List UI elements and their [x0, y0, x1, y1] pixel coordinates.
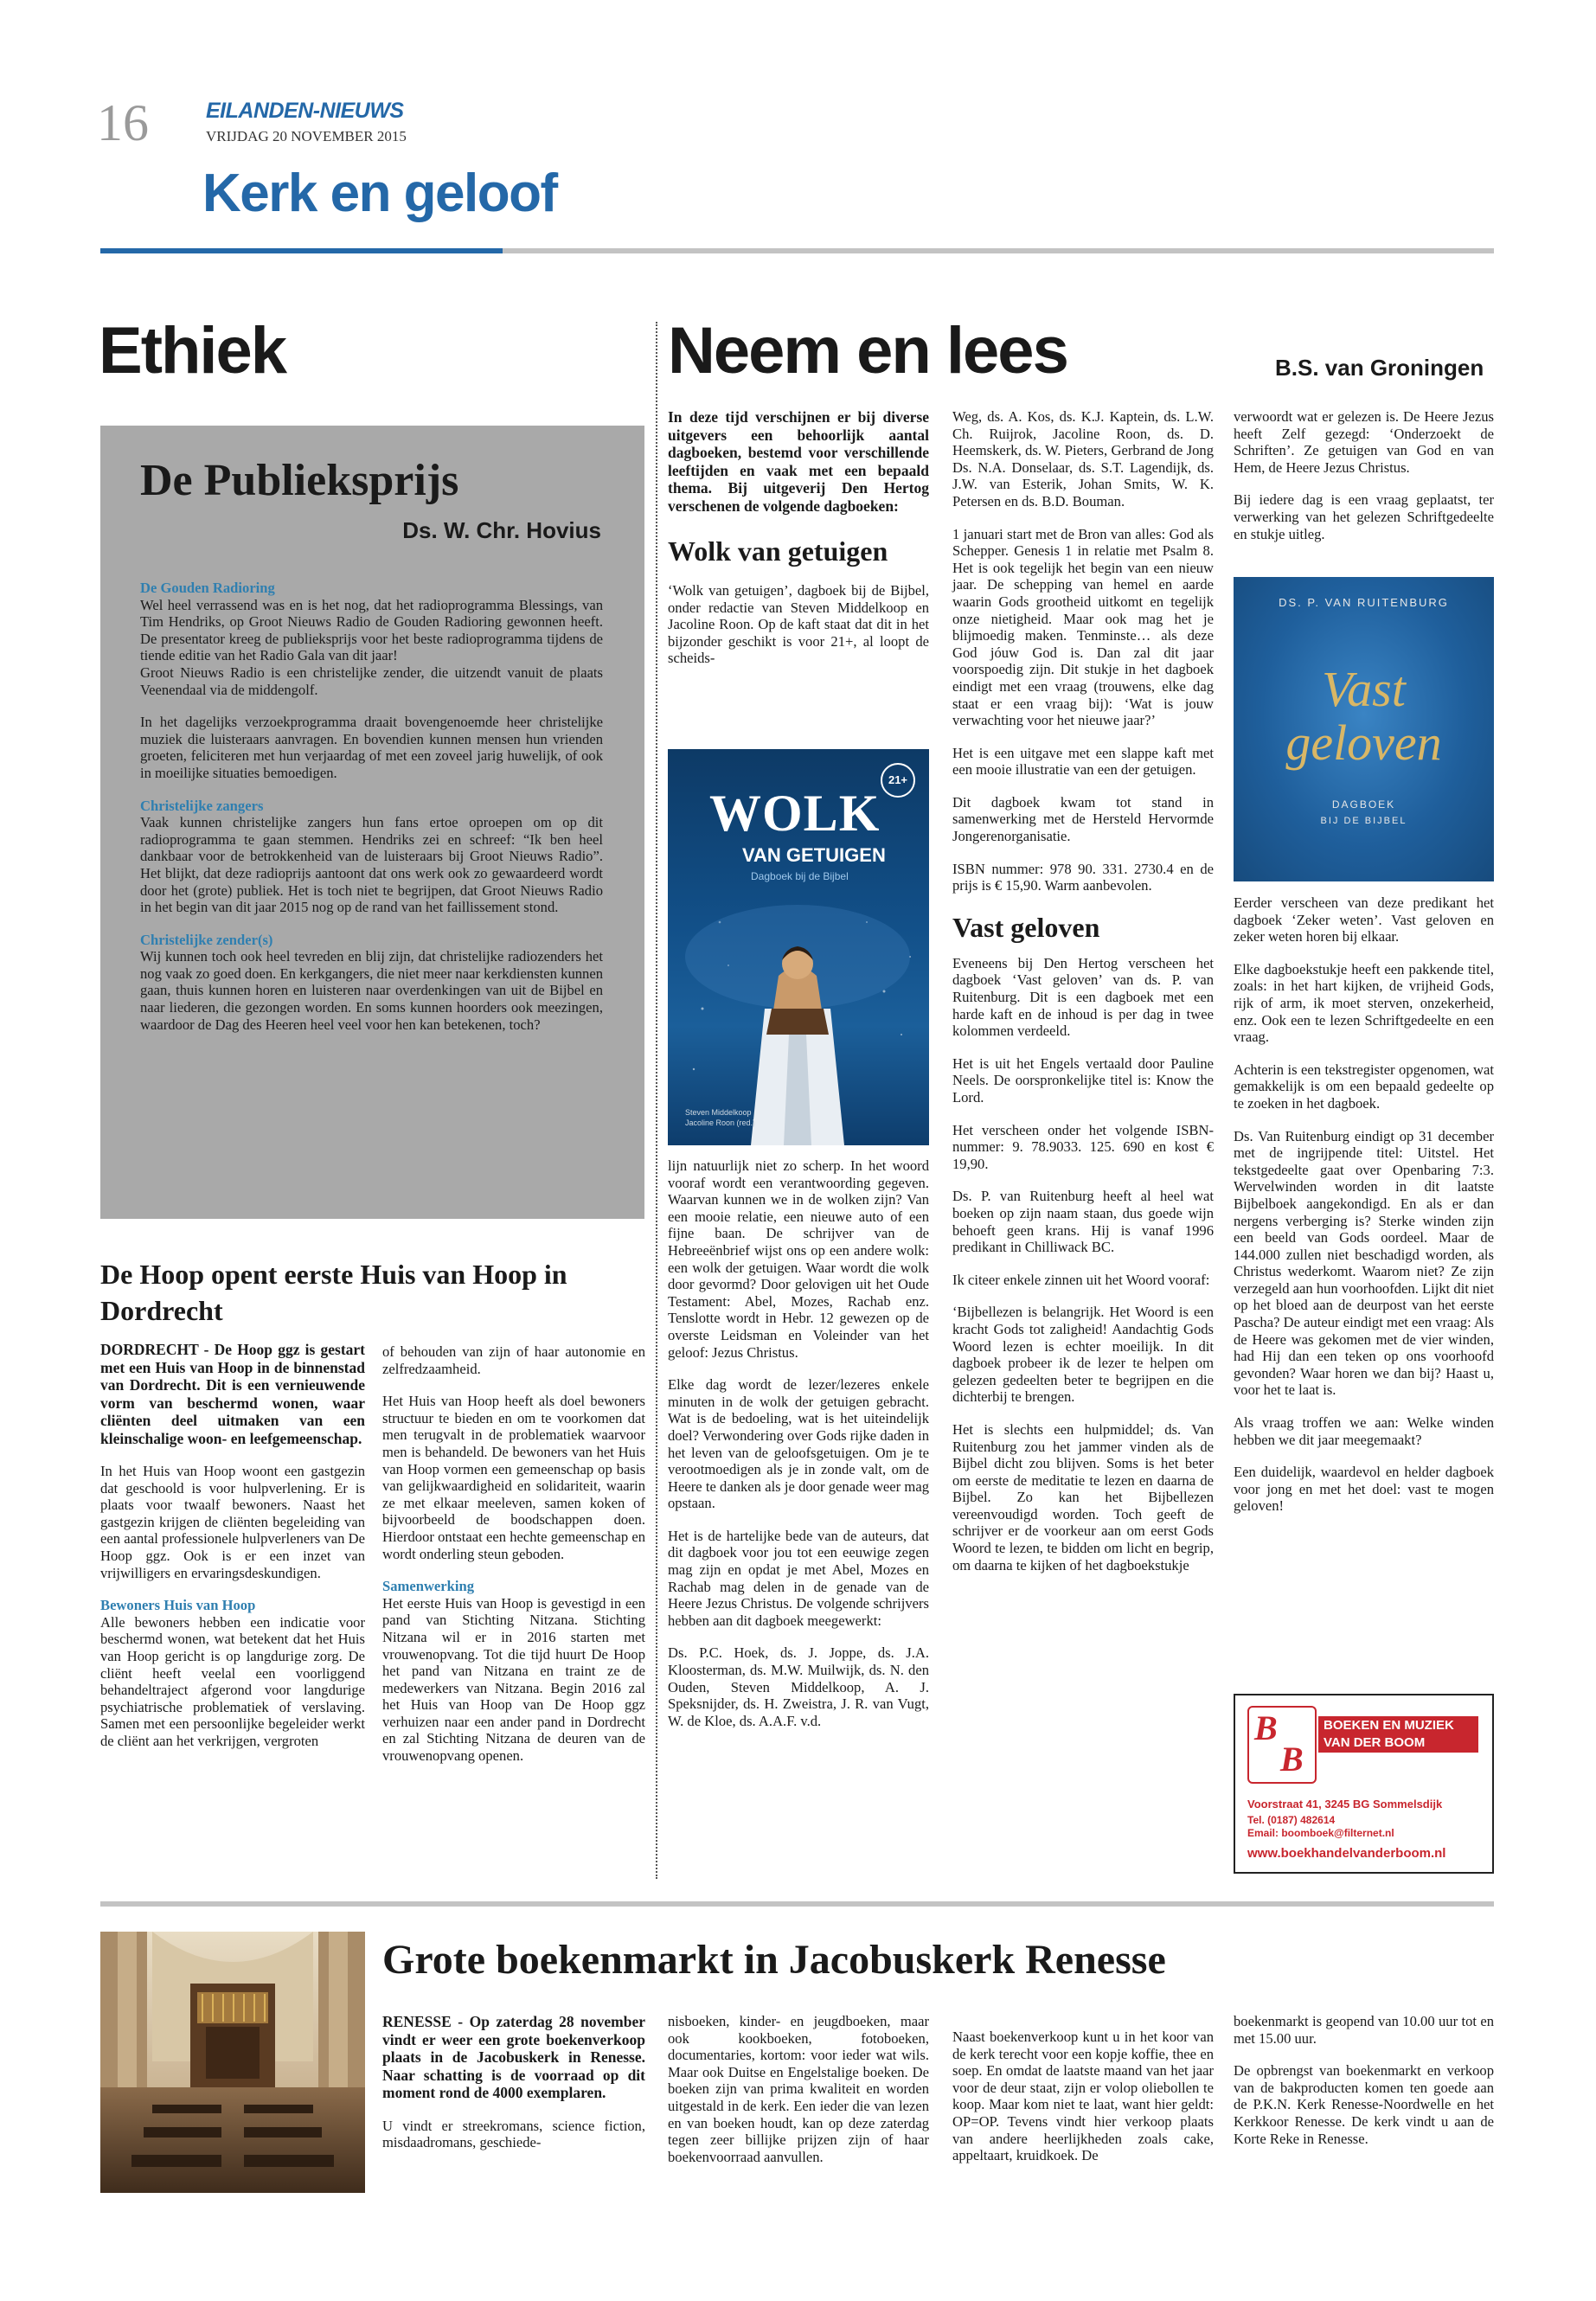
cover-badge: 21+	[881, 763, 915, 798]
paragraph: boekenmarkt is geopend van 10.00 uur tot en met 15.00 uur.	[1234, 2013, 1494, 2047]
subhead: De Gouden Radioring	[140, 580, 275, 596]
paragraph: Het is een uitgave met een slappe kaft met een mooie illustratie van een der getuigen.	[952, 744, 1214, 779]
section-title: Kerk en geloof	[202, 163, 557, 223]
neem-col3-top	[1234, 408, 1494, 558]
hoop-title: De Hoop opent eerste Huis van Hoop in Dordrecht	[100, 1259, 567, 1326]
paragraph: Het is de hartelijke bede van de auteurs, dat dit dagboek voor jou tot een eeuwige zegen mag zijn en opdat je met Abel, Mozes en Rachab mag delen in de genade van de Heere Jezus Christus. De volgende schrijvers hebben aan dit dagboek meegewerkt:	[668, 1527, 929, 1629]
publieksprijs-box	[100, 426, 644, 1219]
advertisement	[1234, 1694, 1494, 1874]
paragraph: lijn natuurlijk niet zo scherp. In het woord vooraf wordt een verantwoording gegeven. Waarvan kunnen we in de wolken zijn? Van een mooie relatie, een nieuwe auto of een fijne baan. De schrijver van de Hebreeënbrief wijst ons op een andere wolk: een wolk der getuigen. Waar wordt die wolk door gevormd? Door gelovigen uit het Oude Testament: Abel, Mozes, Rachab enz. Tenslotte wordt in Hebr. 12 gewezen op de overste Leidsman en Voleinder van het geloof: Jezus Christus.	[668, 1157, 929, 1361]
lead-paragraph: DORDRECHT - De Hoop ggz is gestart met een Huis van Hoop in de binnenstad van Dordrecht. Dit is een vernieuwende vorm van beschermd wonen, waar cliënten deel uitmaken van een kleinschalige woon- en leefgemeenschap.	[100, 1341, 365, 1447]
ad-name-bar	[1318, 1716, 1478, 1753]
box-title: De Publieksprijs	[140, 456, 459, 505]
paragraph: Het verscheen onder het volgende ISBN-nummer: 9. 78.9033. 125. 690 en kost € 19,90.	[952, 1121, 1214, 1172]
paragraph: Ds. P. van Ruitenburg heeft al heel wat boeken op zijn naam staan, dus goede wijn behoeft geen krans. Hij is vanaf 1996 predikant in Chilliwack BC.	[952, 1188, 1214, 1256]
paragraph: Het is slechts een hulpmiddel; ds. Van Ruitenburg zou het jammer vinden als de Bijbel dicht zou blijven. Soms is het beter om eerste de meditatie te lezen en daarna de Bijbel. Zo kan het Bijbellezen vereenvoudigd worden. Toch geeft de schrijver er de voorkeur aan om eerst Gods Woord te lezen, te bidden om licht en begrip, om daarna te kijken of het dagboekstukje	[952, 1420, 1214, 1574]
neem-col2	[952, 408, 1214, 1589]
cover-title-2: VAN GETUIGEN	[742, 844, 886, 866]
paragraph: Wel heel verrassend was en is het nog, dat het radioprogramma Blessings, van Tim Hendriks, op Groot Nieuws Radio de Gouden Radioring gewonnen heeft. De presentator kreeg de publieksprijs voor het beste radioprogramma tijdens de tiende editie van het Radio Gala van dit jaar!	[140, 596, 603, 664]
paragraph: Elke dagboekstukje heeft een pakkende titel, zoals: in het hart kijken, de vrijheid Gods, rijk of arm, ik moet sterven, onzekerheid, enz. Ook een te lezen Schriftgedeelte en een vraag.	[1234, 960, 1494, 1046]
ad-logo	[1247, 1706, 1317, 1784]
subhead: Bewoners Huis van Hoop	[100, 1597, 256, 1614]
neem-col1-bottom	[668, 1157, 929, 1745]
paragraph: Wij kunnen toch ook heel tevreden en blij zijn, dat christelijke radiozenders het nog vaak zo goed doen. En kerkgangers, die niet meer naar kerkdiensten kunnen gaan, thuis kunnen horen en luisteren naar overdenkingen van uit de Bijbel en naar liederen, die gezongen worden. En soms kunnen hoorders ook meezingen, waardoor de Dag des Heeren heel veel voor hen kan betekenen, toch?	[140, 948, 603, 1033]
bottom-section-rule	[100, 1901, 1494, 1907]
subhead: Samenwerking	[382, 1578, 475, 1595]
subhead: Christelijke zangers	[140, 797, 264, 814]
paragraph: In het dagelijks verzoekprogramma draait bovengenoemde heer christelijke muziek die luisteraars aanvragen. En bovendien kunnen mensen hun vrienden groeten, feliciteren met hun verjaardag of met een zoveel jarig huwelijk, of ook in moeilijke situaties bemoedigen.	[140, 714, 603, 781]
paragraph: Eerder verscheen van deze predikant het dagboek ‘Zeker weten’. Vast geloven en zeker weten horen bij elkaar.	[1234, 894, 1494, 945]
ad-address: Voorstraat 41, 3245 BG Sommelsdijk	[1247, 1798, 1443, 1811]
paragraph: of behouden van zijn of haar autonomie en zelfredzaamheid.	[382, 1343, 645, 1377]
hoop-col2	[382, 1343, 645, 1780]
ad-logo-letter-1: B	[1254, 1708, 1278, 1747]
paragraph: Elke dag wordt de lezer/lezeres enkele minuten in de wolk der getuigen gebracht. Wat is de bedoeling, wat is het uiteindelijk doel? Verwondering over Gods rijke daden in het leven van de geloofsgetuigen. Om je te verootmoedigen als je in zonde valt, om de Heere te danken als je door genade weer mag opstaan.	[668, 1376, 929, 1512]
cover-author: DS. P. VAN RUITENBURG	[1279, 596, 1449, 609]
paragraph: Vaak kunnen christelijke zangers hun fans ertoe oproepen om op dit radioprogramma te gaan stemmen. Hendriks zei en schreef: “Ik ben heel dankbaar voor de betrokkenheid van de luisteraars bij Groot Nieuws Radio”. Het blijkt, dat deze radioprijs aantoont dat ons werk ook zo gewaardeerd wordt door het (grote) publiek. Het is toch niet te begrijpen, dat Groot Nieuws Radio in het begin van dit jaar 2015 nog op de rand van het faillissement stond.	[140, 814, 603, 916]
subhead: Christelijke zender(s)	[140, 931, 273, 948]
church-interior-illustration	[100, 1932, 365, 2193]
neem-author: B.S. van Groningen	[1275, 355, 1484, 381]
ad-name-line-1: BOEKEN EN MUZIEK	[1324, 1718, 1454, 1733]
neem-col1-top	[668, 408, 929, 683]
paragraph: Het eerste Huis van Hoop is gevestigd in een pand van Stichting Nitzana. Stichting Nitzana wil er in 2016 starten met vrouwenopvang. Tot die tijd huurt De Hoop het pand van Nitzana en traint ze de medewerkers van Nitzana. Begin 2016 zal het Huis van Hoop van De Hoop ggz verhuizen naar een ander pand in Dordrecht en zal Stichting Nitzana de deuren van de vrouwenopvang openen.	[382, 1594, 645, 1765]
paragraph: Dit dagboek kwam tot stand in samenwerking met de Hersteld Hervormde Jongerenorganisatie.	[952, 793, 1214, 845]
paragraph: In het Huis van Hoop woont een gastgezin dat geschoold is voor hulpverlening. Er is plaats voor twaalf bewoners. Naast het gastgezin krijgen de cliënten begeleiding van een aantal professionele hulpverleners van De Hoop ggz. Ook is er een inzet van vrijwilligers en ervaringsdeskundigen.	[100, 1463, 365, 1581]
box-author: Ds. W. Chr. Hovius	[402, 517, 601, 543]
paragraph: Alle bewoners hebben een indicatie voor beschermd wonen, wat betekent dat het Huis van Hoop gericht is op langdurige zorg. De cliënt heeft veelal een voorliggend behandeltraject afgerond voor langdurige psychiatrische problematiek of verslaving. Samen met een persoonlijke begeleider werkt de cliënt aan het verkrijgen, vergroten	[100, 1613, 365, 1749]
cover-sub-1: DAGBOEK	[1331, 798, 1396, 811]
paragraph: Groot Nieuws Radio is een christelijke zender, die uitzendt vanuit de plaats Veenendaal via de middengolf.	[140, 663, 603, 698]
section-rule-blue	[100, 248, 503, 253]
paragraph: verwoordt wat er gelezen is. De Heere Jezus heeft Zelf gezegd: ‘Onderzoekt de Schriften’. Ze getuigen van God en van Hem, de Heere Jezus Christus.	[1234, 408, 1494, 476]
paragraph: ISBN nummer: 978 90. 331. 2730.4 en de prijs is € 15,90. Warm aanbevolen.	[952, 860, 1214, 894]
paragraph: Bij iedere dag is een vraag geplaatst, ter verwerking van het gelezen Schriftgedeelte en stukje uitleg.	[1234, 491, 1494, 542]
column-divider	[656, 322, 657, 1879]
ad-name-line-2: VAN DER BOOM	[1324, 1735, 1426, 1750]
cover-title-1: WOLK	[709, 785, 881, 842]
hoop-col1	[100, 1341, 365, 1766]
cover-editors: Steven Middelkoop Jacoline Roon (red.)	[685, 1108, 756, 1127]
paragraph: Een duidelijk, waardevol en helder dagboek voor jong en met het doel: vast te mogen geloven!	[1234, 1464, 1494, 1515]
neem-col3-bottom	[1234, 894, 1494, 1530]
paragraph: ‘Wolk van getuigen’, dagboek bij de Bijbel, onder redactie van Steven Middelkoop en Jacoline Roon. Op de kaft staat dat dit in het bijzonder geschikt is voor 21+, al loopt de scheids-	[668, 582, 929, 667]
paragraph: Eveneens bij Den Hertog verscheen het dagboek ‘Vast geloven’ van ds. P. van Ruitenburg. Dit is een dagboek met een harde kaft en de inhoud is per dag in twee kolommen verdeeld.	[952, 954, 1214, 1040]
neem-heading: Neem en lees	[668, 314, 1067, 388]
ad-website[interactable]: www.boekhandelvanderboom.nl	[1247, 1846, 1446, 1861]
paragraph: Ds. Van Ruitenburg eindigt op 31 december met de ingrijpende titel: Uitstel. Het tekstgedeelte gaat over Openbaring 7:3. Wervelwinden worden in dit laatste Bijbelboek aangekondigd. En als er dan nergens verberging is? Sterke winden zijn een beeld van Gods oordeel. Maar de 144.000 zullen niet beschadigd worden, als Christus wederkomt. Waarom niet? Ze zijn verzegeld aan hun voorhoofden. Lijkt dit niet op het bloed aan de deurpost van het eerste Pascha? De auteur eindigt met een vraag: Als de Heere was gekomen met de vier winden, had Hij dan een teken op ons voorhoofd gevonden? Waar horen we dan bij? Haast u, voor het te laat is.	[1234, 1127, 1494, 1399]
cover-subtitle: Dagboek bij de Bijbel	[751, 870, 849, 882]
wolk-book-cover	[668, 749, 929, 1145]
church-photo	[100, 1932, 365, 2193]
paragraph: U vindt er streekromans, science fiction, misdaadromans, geschiede-	[382, 2117, 645, 2151]
markt-col4	[1234, 2013, 1494, 2163]
paragraph: Als vraag troffen we aan: Welke winden hebben we dit jaar meegemaakt?	[1234, 1414, 1494, 1448]
paragraph: Weg, ds. A. Kos, ds. K.J. Kaptein, ds. L.W. Ch. Ruijrok, Jacoline Roon, ds. D. Heemskerk, ds. W. Pieters, Gerbrand de Jong Ds. N.A. Donselaar, ds. S.T. Lagendijk, ds. J.W. van Esterik, Johan Smits, W. K. Petersen en ds. B.D. Bouman.	[952, 408, 1214, 510]
paragraph: Het Huis van Hoop heeft als doel bewoners structuur te bieden en om te voorkomen dat men terugvalt in de problematiek waarvoor men is behandeld. De bewoners van het Huis van Hoop vormen een gemeenschap op basis van gelijkwaardigheid en solidariteit, waarin ze met elkaar meeleven, samen koken of bijvoorbeeld de boodschappen doen. Hierdoor ontstaat een hechte gemeenschap en wordt onderling steun geboden.	[382, 1393, 645, 1562]
ad-logo-letter-2: B	[1280, 1740, 1304, 1779]
cover-sub-2: BIJ DE BIJBEL	[1320, 816, 1407, 826]
paper-name: EILANDEN-NIEUWS	[206, 99, 404, 123]
markt-col3	[952, 2029, 1214, 2180]
markt-col2	[668, 2013, 929, 2181]
ad-phone: Tel. (0187) 482614	[1247, 1814, 1336, 1826]
paragraph: ‘Bijbellezen is belangrijk. Het Woord is een kracht Gods tot zaligheid! Aandachtig Gods Woord lezen is echter moeilijk. In dit dagboek probeer ik de lezer te helpen om gelezen gedeelten beter te begrijpen en die dichterbij te brengen.	[952, 1304, 1214, 1406]
page-number: 16	[97, 94, 149, 151]
paragraph: Ik citeer enkele zinnen uit het Woord vooraf:	[952, 1271, 1210, 1288]
ethiek-heading: Ethiek	[99, 314, 286, 388]
paragraph: Het is uit het Engels vertaald door Pauline Neels. De oorspronkelijke titel is: Know the Lord.	[952, 1054, 1214, 1106]
wolk-title: Wolk van getuigen	[668, 535, 888, 567]
paragraph: Naast boekenverkoop kunt u in het koor van de kerk terecht voor een kopje koffie, thee en soep. En omdat de laatste maand van het jaar voor de deur staat, zijn er volop oliebollen te koop. Maar kom niet te laat, want hier geldt: OP=OP. Tevens vindt hier verkoop plaats van andere heerlijkheden zoals cake, appeltaart, kruidkoek. De	[952, 2029, 1214, 2164]
lead-paragraph: In deze tijd verschijnen er bij diverse uitgevers een behoorlijk aantal dagboeken, bestemd voor verschillende leeftijden en vaak met een bepaald thema. Bij uitgeverij Den Hertog verschenen de volgende dagboeken:	[668, 408, 929, 515]
edition-date: VRIJDAG 20 NOVEMBER 2015	[206, 128, 407, 144]
lead-paragraph: RENESSE - Op zaterdag 28 november vindt er weer een grote boekenverkoop plaats in de Jacobuskerk in Renesse. Naar schatting is de voorraad op dit moment rond de 4000 exemplaren.	[382, 2013, 645, 2101]
paragraph: De opbrengst van boekenmarkt en verkoop van de bakproducten komen ten goede aan de P.K.N. Kerk Renesse-Noordwelle en het Kerkkoor Renesse. De kerk vindt u aan de Korte Reke in Renesse.	[1234, 2062, 1494, 2147]
paragraph: Ds. P.C. Hoek, ds. J. Joppe, ds. J.A. Kloosterman, ds. M.W. Muilwijk, ds. N. den Ouden, Steven Middelkoop, A. J. Speksnijder, ds. H. Zweistra, J. R. van Vugt, W. de Kloe, ds. A.A.F. v.d.	[668, 1644, 929, 1729]
ad-email: Email: boomboek@filternet.nl	[1247, 1827, 1394, 1839]
vast-title: Vast geloven	[952, 911, 1100, 943]
section-rule-gray	[503, 248, 1494, 253]
paragraph: Achterin is een tekstregister opgenomen, wat gemakkelijk is om een bepaald gedeelte op te zoeken in het dagboek.	[1234, 1061, 1494, 1112]
vast-book-cover	[1234, 577, 1494, 881]
cover-title-2: geloven	[1285, 715, 1442, 771]
cover-title-1: Vast	[1322, 661, 1406, 717]
paragraph: nisboeken, kinder- en jeugdboeken, maar ook kookboeken, fotoboeken, documentaries, kortom: voor ieder wat wils. Maar ook Duitse en Engelstalige boeken. De boeken zijn van prima kwaliteit en worden uitgestald in de kerk. Een ieder die van lezen en van boeken houdt, kan op deze zaterdag tegen zeer billijke prijzen zijn of haar boekenvoorraad aanvullen.	[668, 2013, 929, 2165]
markt-col1	[382, 2013, 645, 2167]
paragraph: 1 januari start met de Bron van alles: God als Schepper. Genesis 1 in relatie met Psalm 8. Het is ook tegelijk het begin van een nieuw jaar. De schepping van hemel en aarde waarin Gods grootheid uitkomt en tegelijk onze nietigheid. Maar ook mag het je blijmoedig maken. Tenminste… als deze God jóuw God is. Dan zal dit jaar voorspoedig zijn. Dit stukje in het dagboek eindigt met een vraag (trouwens, elke dag staat er een vraag bij): ‘Wat is jouw verwachting voor het nieuwe jaar?’	[952, 525, 1214, 729]
box-body	[140, 580, 603, 1048]
markt-title: Grote boekenmarkt in Jacobuskerk Renesse	[382, 1937, 1166, 1983]
